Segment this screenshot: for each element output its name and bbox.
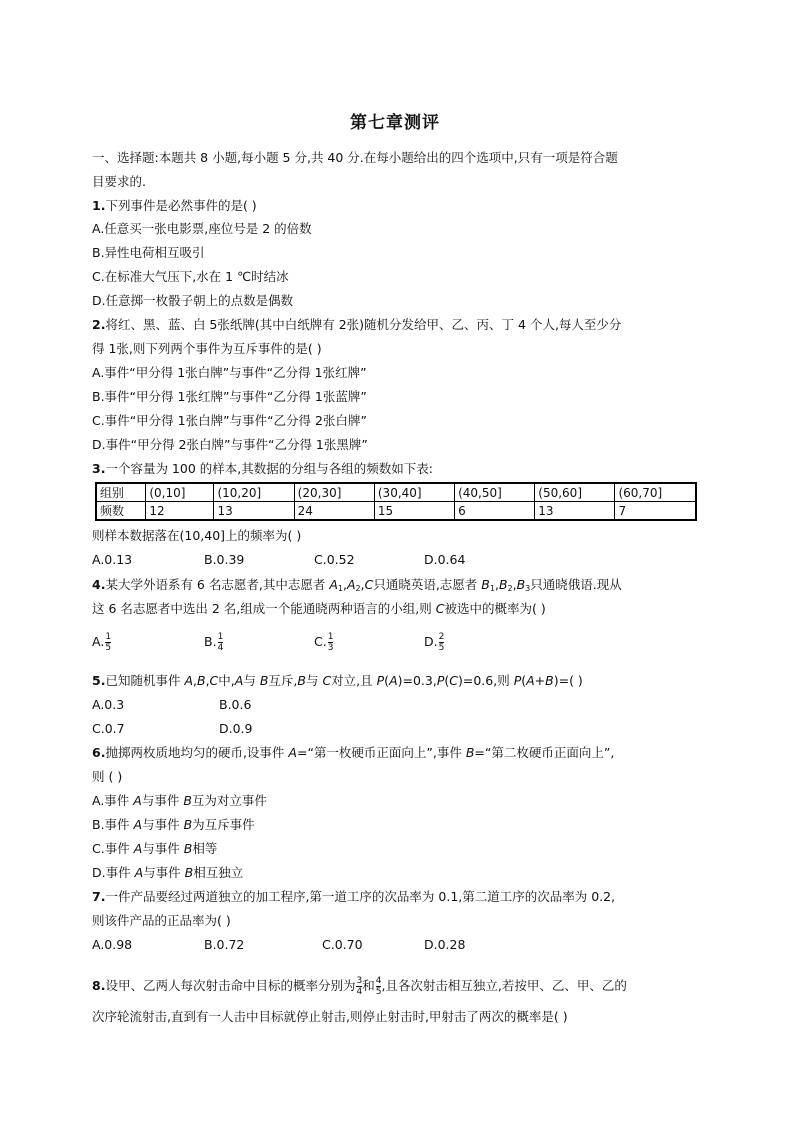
question-2-option-a: A.事件“甲分得 1张白牌”与事件“乙分得 1张红牌” bbox=[92, 365, 367, 380]
table-cell: 7 bbox=[615, 502, 696, 521]
question-1-number: 1. bbox=[92, 198, 106, 213]
question-3-option-c: C.0.52 bbox=[314, 552, 355, 567]
question-6-number: 6. bbox=[92, 745, 106, 760]
question-7-option-d: D.0.28 bbox=[424, 937, 466, 952]
table-row-frequencies bbox=[96, 502, 696, 521]
table-cell: 15 bbox=[374, 502, 454, 521]
question-7-option-c: C.0.70 bbox=[322, 937, 363, 952]
fraction: $\frac{3}{4}$ bbox=[356, 976, 363, 997]
fraction: $\frac{1}{4}$ bbox=[217, 632, 224, 653]
question-3-stem: 3.一个容量为 100 的样本,其数据的分组与各组的频数如下表: bbox=[92, 461, 433, 476]
table-cell: (30,40] bbox=[374, 483, 454, 502]
question-5-number: 5. bbox=[92, 673, 106, 688]
fraction: $\frac{1}{3}$ bbox=[327, 632, 334, 653]
question-5-option-d: D.0.9 bbox=[219, 721, 253, 736]
question-5-stem: 5.已知随机事件 A,B,C中,A与 B互斥,B与 C对立,且 P(A)=0.3,P(C)=0.6,则 P(A+B)=( ) bbox=[92, 673, 583, 688]
question-2-option-c: C.事件“甲分得 1张白牌”与事件“乙分得 2张白牌” bbox=[92, 413, 367, 428]
table-cell: 13 bbox=[214, 502, 294, 521]
table-cell: (50,60] bbox=[535, 483, 615, 502]
question-3-option-a: A.0.13 bbox=[92, 552, 133, 567]
question-4-stem-line1: 4.某大学外语系有 6 名志愿者,其中志愿者 $A_1,A_2,C$只通晓英语,志愿者 $B_1,B_2,B_3$只通晓俄语.现从 bbox=[92, 577, 622, 593]
question-8-stem-line2: 次序轮流射击,直到有一人击中目标就停止射击,则停止射击时,甲射击了两次的概率是( ) bbox=[92, 1009, 568, 1024]
question-8-stem-line1: 8.设甲、乙两人每次射击命中目标的概率分别为 $\frac{3}{4}$ 和 $\frac{4}{5}$ ,且各次射击相互独立,若按甲、乙、甲、乙的 bbox=[92, 976, 627, 997]
question-4-option-d: D. $\frac{2}{5}$ bbox=[424, 632, 445, 653]
question-6-option-b: B.事件 A与事件 B为互斥事件 bbox=[92, 817, 255, 832]
table-cell: (60,70] bbox=[615, 483, 696, 502]
page-title: 第七章测评 bbox=[350, 113, 440, 133]
question-1-option-d: D.任意掷一枚骰子朝上的点数是偶数 bbox=[92, 293, 294, 308]
frequency-table bbox=[95, 482, 697, 521]
fraction: $\frac{1}{5}$ bbox=[105, 632, 112, 653]
table-cell: 频数 bbox=[96, 502, 146, 521]
fraction: $\frac{2}{5}$ bbox=[438, 632, 445, 653]
section-instructions-line2: 目要求的. bbox=[92, 174, 146, 189]
question-2-number: 2. bbox=[92, 317, 106, 332]
table-cell: 6 bbox=[455, 502, 535, 521]
question-3-option-b: B.0.39 bbox=[204, 552, 245, 567]
question-4-option-b: B. $\frac{1}{4}$ bbox=[204, 632, 224, 653]
section-instructions-line1: 一、选择题:本题共 8 小题,每小题 5 分,共 40 分.在每小题给出的四个选项中,只有一项是符合题 bbox=[92, 150, 618, 165]
question-4-stem-line2: 这 6 名志愿者中选出 2 名,组成一个能通晓两种语言的小组,则 C被选中的概率为( ) bbox=[92, 601, 546, 616]
question-4-number: 4. bbox=[92, 577, 106, 592]
question-7-option-a: A.0.98 bbox=[92, 937, 133, 952]
question-6-stem-line1: 6.抛掷两枚质地均匀的硬币,设事件 A=“第一枚硬币正面向上”,事件 B=“第二枚硬币正面向上”, bbox=[92, 745, 615, 760]
question-6-option-d: D.事件 A与事件 B相互独立 bbox=[92, 865, 244, 880]
question-7-stem-line1: 7.一件产品要经过两道独立的加工程序,第一道工序的次品率为 0.1,第二道工序的次品率为 0.2, bbox=[92, 889, 616, 904]
question-1-option-c: C.在标准大气压下,水在 1 ℃时结冰 bbox=[92, 269, 289, 284]
table-cell: 24 bbox=[294, 502, 374, 521]
question-8-number: 8. bbox=[92, 978, 106, 993]
question-2-stem-line2: 得 1张,则下列两个事件为互斥事件的是( ) bbox=[92, 341, 322, 356]
question-6-option-a: A.事件 A与事件 B互为对立事件 bbox=[92, 793, 267, 808]
question-1-option-a: A.任意买一张电影票,座位号是 2 的倍数 bbox=[92, 221, 312, 236]
question-5-option-a: A.0.3 bbox=[92, 697, 125, 712]
fraction: $\frac{4}{5}$ bbox=[375, 976, 382, 997]
question-7-option-b: B.0.72 bbox=[204, 937, 245, 952]
table-cell: (0,10] bbox=[146, 483, 214, 502]
table-cell: (20,30] bbox=[294, 483, 374, 502]
question-7-number: 7. bbox=[92, 889, 106, 904]
table-row-groups bbox=[96, 483, 696, 502]
question-2-option-d: D.事件“甲分得 2张白牌”与事件“乙分得 1张黑牌” bbox=[92, 437, 368, 452]
table-cell: (10,20] bbox=[214, 483, 294, 502]
question-6-option-c: C.事件 A与事件 B相等 bbox=[92, 841, 218, 856]
question-5-option-b: B.0.6 bbox=[219, 697, 252, 712]
question-2-option-b: B.事件“甲分得 1张红牌”与事件“乙分得 1张蓝牌” bbox=[92, 389, 367, 404]
question-2-stem-line1: 2.将红、黑、蓝、白 5张纸牌(其中白纸牌有 2张)随机分发给甲、乙、丙、丁 4 个人,每人至少分 bbox=[92, 317, 622, 332]
table-cell: 13 bbox=[535, 502, 615, 521]
table-cell: (40,50] bbox=[455, 483, 535, 502]
table-cell: 12 bbox=[146, 502, 214, 521]
question-7-stem-line2: 则该件产品的正品率为( ) bbox=[92, 913, 231, 928]
table-cell: 组别 bbox=[96, 483, 146, 502]
question-3-number: 3. bbox=[92, 461, 106, 476]
question-4-option-a: A. $\frac{1}{5}$ bbox=[92, 632, 112, 653]
question-3-followup: 则样本数据落在(10,40]上的频率为( ) bbox=[92, 528, 302, 543]
question-4-option-c: C. $\frac{1}{3}$ bbox=[314, 632, 334, 653]
question-1-stem: 1.下列事件是必然事件的是( ) bbox=[92, 198, 257, 213]
question-6-stem-line2: 则 ( ) bbox=[92, 769, 123, 784]
question-1-option-b: B.异性电荷相互吸引 bbox=[92, 245, 205, 260]
question-5-option-c: C.0.7 bbox=[92, 721, 125, 736]
question-3-option-d: D.0.64 bbox=[424, 552, 466, 567]
